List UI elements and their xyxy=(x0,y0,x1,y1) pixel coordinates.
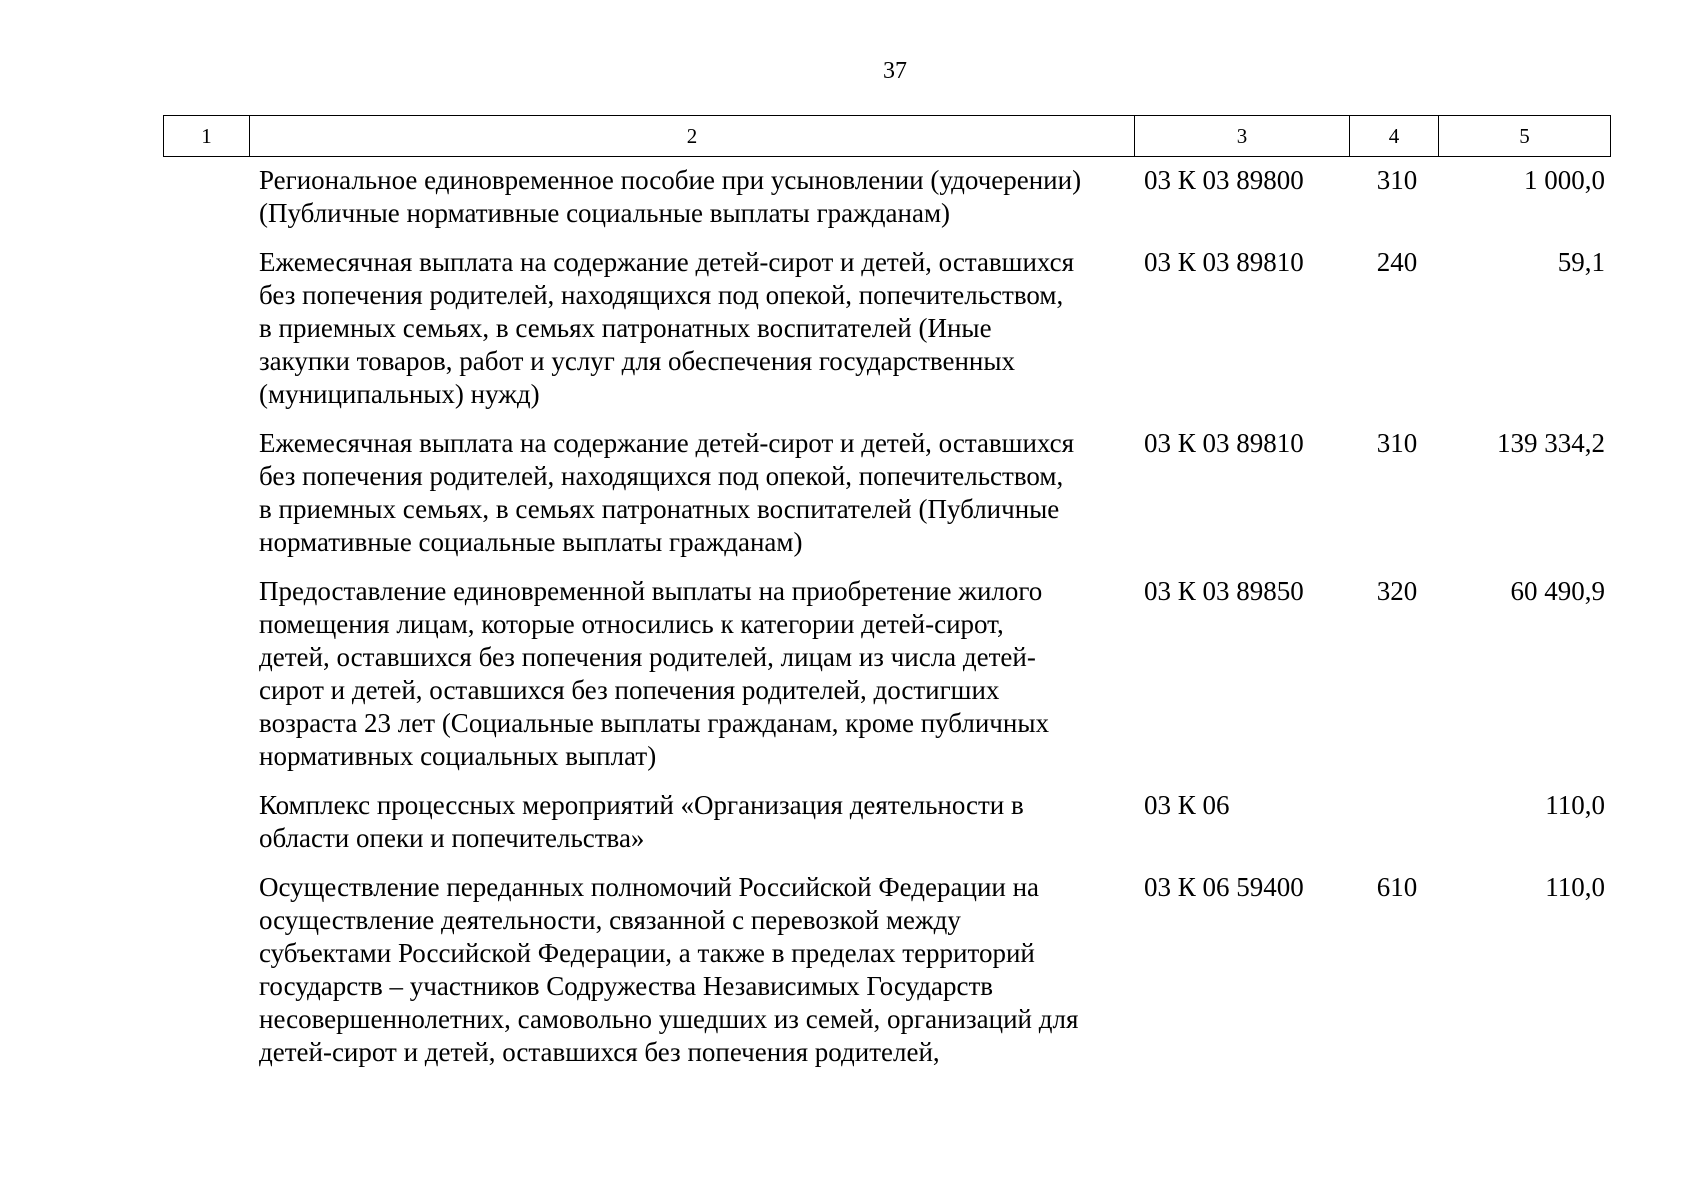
row-expense-type: 240 xyxy=(1376,247,1418,277)
row-code: 03 К 03 89810 xyxy=(1144,247,1304,277)
description-line: Региональное единовременное пособие при усыновлении (удочерении) xyxy=(259,165,1082,195)
row-amount: 60 490,9 xyxy=(1510,576,1605,606)
row-amount: 59,1 xyxy=(1557,247,1605,277)
row-amount: 1 000,0 xyxy=(1524,165,1605,195)
description-line: (муниципальных) нужд) xyxy=(259,379,540,409)
row-description xyxy=(259,164,1139,230)
row-description xyxy=(259,427,1139,559)
row-code: 03 К 03 89810 xyxy=(1144,428,1304,458)
description-line: Ежемесячная выплата на содержание детей-сирот и детей, оставшихся xyxy=(259,428,1075,458)
column-header-4: 4 xyxy=(1350,116,1439,157)
description-line: Осуществление переданных полномочий Российской Федерации на xyxy=(259,872,1040,902)
description-line: без попечения родителей, находящихся под опекой, попечительством, xyxy=(259,461,1064,491)
column-header-3: 3 xyxy=(1135,116,1350,157)
description-line: (Публичные нормативные социальные выплаты гражданам) xyxy=(259,198,951,228)
description-line: в приемных семьях, в семьях патронатных воспитателей (Иные xyxy=(259,313,992,343)
description-line: Ежемесячная выплата на содержание детей-сирот и детей, оставшихся xyxy=(259,247,1075,277)
row-description xyxy=(259,246,1139,411)
row-amount: 139 334,2 xyxy=(1497,428,1605,458)
column-header-1: 1 xyxy=(164,116,250,157)
description-line: детей, оставшихся без попечения родителей, лицам из числа детей- xyxy=(259,642,1036,672)
description-line: детей-сирот и детей, оставшихся без попечения родителей, xyxy=(259,1037,940,1067)
description-line: несовершеннолетних, самовольно ушедших из семей, организаций для xyxy=(259,1004,1079,1034)
row-code: 03 К 06 xyxy=(1144,790,1230,820)
table-body xyxy=(0,164,1697,1085)
table-row xyxy=(0,164,1697,230)
description-line: в приемных семьях, в семьях патронатных воспитателей (Публичные xyxy=(259,494,1060,524)
row-expense-type: 320 xyxy=(1376,576,1418,606)
description-line: осуществление деятельности, связанной с перевозкой между xyxy=(259,905,961,935)
description-line: без попечения родителей, находящихся под опекой, попечительством, xyxy=(259,280,1064,310)
description-line: государств – участников Содружества Независимых Государств xyxy=(259,971,994,1001)
row-description xyxy=(259,871,1139,1069)
column-header-table xyxy=(163,115,1611,157)
description-line: субъектами Российской Федерации, а также в пределах территорий xyxy=(259,938,1035,968)
table-row xyxy=(0,871,1697,1069)
description-line: нормативных социальных выплат) xyxy=(259,741,657,771)
table-row xyxy=(0,246,1697,411)
row-description xyxy=(259,575,1139,773)
description-line: помещения лицам, которые относились к категории детей-сирот, xyxy=(259,609,1004,639)
row-code: 03 К 03 89850 xyxy=(1144,576,1304,606)
column-header-2: 2 xyxy=(250,116,1135,157)
table-row xyxy=(0,427,1697,559)
description-line: Предоставление единовременной выплаты на приобретение жилого xyxy=(259,576,1043,606)
row-description xyxy=(259,789,1139,855)
table-row xyxy=(0,789,1697,855)
description-line: закупки товаров, работ и услуг для обеспечения государственных xyxy=(259,346,1016,376)
description-line: возраста 23 лет (Социальные выплаты гражданам, кроме публичных xyxy=(259,708,1049,738)
row-amount: 110,0 xyxy=(1545,790,1605,820)
table-row xyxy=(0,575,1697,773)
description-line: нормативные социальные выплаты гражданам) xyxy=(259,527,803,557)
row-expense-type: 310 xyxy=(1376,165,1418,195)
row-expense-type: 610 xyxy=(1376,872,1418,902)
row-expense-type: 310 xyxy=(1376,428,1418,458)
column-header-5: 5 xyxy=(1439,116,1611,157)
row-code: 03 К 03 89800 xyxy=(1144,165,1304,195)
column-header-row xyxy=(164,116,1611,157)
description-line: области опеки и попечительства» xyxy=(259,823,645,853)
description-line: Комплекс процессных мероприятий «Организация деятельности в xyxy=(259,790,1024,820)
description-line: сирот и детей, оставшихся без попечения родителей, достигших xyxy=(259,675,1000,705)
row-code: 03 К 06 59400 xyxy=(1144,872,1304,902)
page-number: 37 xyxy=(883,58,907,84)
row-amount: 110,0 xyxy=(1545,872,1605,902)
